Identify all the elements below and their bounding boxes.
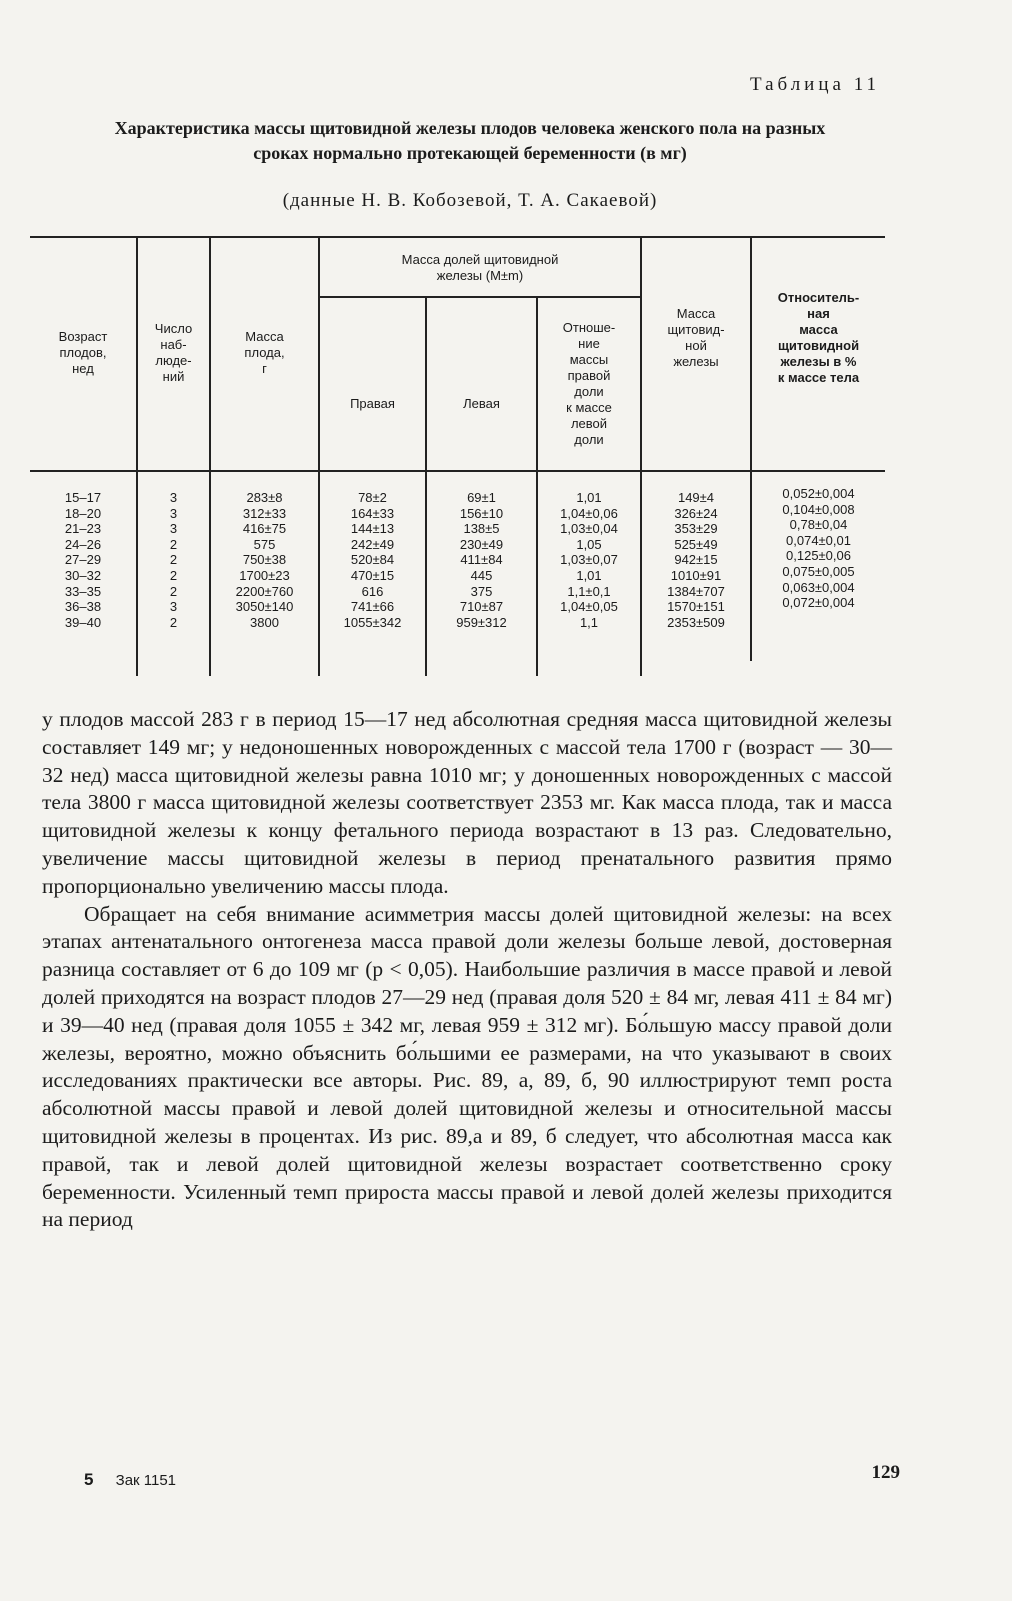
cell-left-lobe: 230±49 [459, 536, 504, 552]
header-left-lobe: Левая [463, 396, 500, 411]
cell-relative-mass: 0,075±0,005 [782, 563, 855, 579]
cell-count: 3 [169, 505, 178, 521]
cell-relative-mass: 0,063±0,004 [782, 579, 855, 595]
header-right-lobe: Правая [350, 396, 395, 411]
cell-gland-mass: 353±29 [674, 521, 718, 537]
cell-relative-mass: 0,104±0,008 [782, 501, 855, 517]
table-number: Таблица 11 [749, 74, 880, 95]
print-footer [84, 1470, 176, 1490]
cell-right-lobe: 78±2 [358, 490, 387, 505]
cell-age: 15–17 [64, 490, 102, 505]
cell-left-lobe: 156±10 [459, 505, 504, 521]
cell-gland-mass: 525±49 [674, 536, 718, 552]
cell-count: 2 [169, 567, 178, 583]
header-count: Число наб- люде- ний [154, 321, 193, 384]
cell-count: 3 [169, 521, 178, 537]
cell-left-lobe: 138±5 [463, 521, 500, 537]
col-ratio [538, 490, 640, 630]
cell-count: 3 [169, 599, 178, 615]
cell-ratio: 1,04±0,05 [560, 599, 618, 615]
header-gland-mass: Масса щитовид- ной железы [667, 306, 725, 369]
cell-right-lobe: 520±84 [350, 552, 395, 568]
table-title: Характеристика массы щитовидной железы плодов человека женского пола на разных сроках нормально протекающей беременности (в мг) [114, 118, 826, 163]
cell-gland-mass: 2353±509 [667, 614, 725, 630]
order-number: Зак 1151 [115, 1472, 177, 1489]
cell-left-lobe: 375 [470, 583, 493, 599]
cell-gland-mass: 149±4 [677, 490, 715, 505]
cell-left-lobe: 710±87 [459, 599, 504, 615]
cell-age: 30–32 [64, 567, 102, 583]
table-source: (данные Н. В. Кобозевой, Т. А. Сакаевой) [282, 190, 658, 211]
cell-fetus-mass: 416±75 [242, 521, 287, 537]
cell-left-lobe: 69±1 [467, 490, 496, 505]
cell-ratio: 1,03±0,07 [560, 552, 618, 568]
cell-relative-mass: 0,78±0,04 [789, 517, 848, 533]
cell-ratio: 1,05 [576, 536, 602, 552]
header-fetus-mass: Масса плода, г [244, 329, 285, 376]
cell-count: 2 [169, 583, 178, 599]
col-left-lobe [427, 490, 536, 630]
cell-fetus-mass: 312±33 [242, 505, 287, 521]
header-relative-mass: Относитель- ная масса щитовидной железы в % к массе тела [777, 290, 860, 385]
header-bottom-rule [30, 470, 885, 472]
cell-count: 2 [169, 536, 178, 552]
col-right-lobe [320, 490, 425, 630]
cell-age: 18–20 [64, 505, 102, 521]
cell-ratio: 1,01 [576, 567, 602, 583]
cell-relative-mass: 0,072±0,004 [782, 595, 855, 611]
cell-gland-mass: 1010±91 [670, 567, 722, 583]
col-fetus-mass [211, 490, 318, 630]
cell-fetus-mass: 3050±140 [235, 599, 294, 615]
cell-age: 24–26 [64, 536, 102, 552]
cell-age: 33–35 [64, 583, 102, 599]
cell-age: 27–29 [64, 552, 102, 568]
cell-ratio: 1,01 [576, 490, 602, 505]
data-table [30, 236, 885, 676]
paragraph: у плодов массой 283 г в период 15—17 нед абсолютная средняя масса щитовидной железы составляет 149 мг; у недоношенных новорожденных с массой тела 1700 г (возраст — 30—32 нед) масса щитовидной железы равна 1010 мг; у доношенных новорожденных с массой тела 3800 г масса щитовидной железы соответствует 2353 мг. Как масса плода, так и масса щитовидной железы к концу фетального периода возрастают в 13 раз. Следовательно, увеличение массы щитовидной железы в период пренатального развития прямо пропорционально увеличению массы плода. [42, 707, 892, 898]
cell-left-lobe: 445 [470, 567, 493, 583]
col-gland-mass [642, 490, 750, 630]
cell-right-lobe: 616 [361, 583, 384, 599]
cell-right-lobe: 741±66 [350, 599, 395, 615]
header-lobes-group: Масса долей щитовидной железы (M±m) [401, 252, 559, 283]
cell-ratio: 1,1±0,1 [567, 583, 611, 599]
cell-ratio: 1,1 [579, 614, 599, 630]
col-relative-mass [752, 486, 885, 611]
cell-right-lobe: 1055±342 [343, 614, 402, 630]
cell-count: 2 [169, 552, 178, 568]
cell-right-lobe: 144±13 [350, 521, 395, 537]
cell-count: 3 [169, 490, 178, 505]
cell-age: 39–40 [64, 614, 102, 630]
header-age: Возраст плодов, нед [58, 329, 108, 376]
cell-right-lobe: 242±49 [350, 536, 395, 552]
page-number: 129 [871, 1462, 900, 1483]
cell-fetus-mass: 283±8 [246, 490, 283, 505]
signature-number: 5 [84, 1470, 94, 1489]
cell-gland-mass: 1384±707 [667, 583, 725, 599]
cell-relative-mass: 0,074±0,01 [786, 532, 851, 548]
cell-count: 2 [169, 614, 178, 630]
cell-gland-mass: 1570±151 [667, 599, 725, 615]
cell-left-lobe: 959±312 [456, 614, 507, 630]
cell-fetus-mass: 575 [253, 536, 276, 552]
cell-ratio: 1,03±0,04 [560, 521, 618, 537]
cell-gland-mass: 942±15 [674, 552, 718, 568]
cell-age: 36–38 [64, 599, 102, 615]
body-text [42, 706, 892, 1234]
cell-right-lobe: 470±15 [350, 567, 395, 583]
cell-left-lobe: 411±84 [460, 552, 503, 568]
col-age [30, 490, 136, 630]
paragraph: Обращает на себя внимание асимметрия массы долей щитовидной железы: на всех этапах антенатального онтогенеза масса правой доли железы больше левой, достоверная разница составляет от 6 до 109 мг (p < 0,05). Наибольшие различия в массе правой и левой долей приходятся на возраст плодов 27—29 нед (правая доля 520 ± 84 мг, левая 411 ± 84 мг) и 39—40 нед (правая доля 1055 ± 342 мг, левая 959 ± 312 мг). Бо́льшую массу правой доли железы, вероятно, можно объяснить бо́льшими ее размерами, на что указывают в своих исследованиях практически все авторы. Рис. 89, а, 89, б, 90 иллюстрируют темп роста абсолютной массы правой и левой долей щитовидной железы и относительной массы щитовидной железы в процентах. Из рис. 89,а и 89, б следует, что абсолютная масса как правой, так и левой долей щитовидной железы возрастает соответственно сроку беременности. Усиленный темп прироста массы правой и левой долей железы приходится на период [42, 901, 892, 1232]
cell-fetus-mass: 750±38 [242, 552, 287, 568]
header-ratio: Отноше- ние массы правой доли к массе левой доли [562, 320, 616, 447]
cell-gland-mass: 326±24 [674, 505, 718, 521]
col-count [138, 490, 209, 630]
cell-age: 21–23 [64, 521, 102, 537]
cell-right-lobe: 164±33 [350, 505, 395, 521]
cell-ratio: 1,04±0,06 [560, 505, 618, 521]
cell-fetus-mass: 2200±760 [235, 583, 294, 599]
cell-relative-mass: 0,125±0,06 [786, 548, 851, 564]
cell-fetus-mass: 3800 [250, 614, 279, 630]
cell-relative-mass: 0,052±0,004 [782, 486, 855, 501]
cell-fetus-mass: 1700±23 [239, 567, 290, 583]
